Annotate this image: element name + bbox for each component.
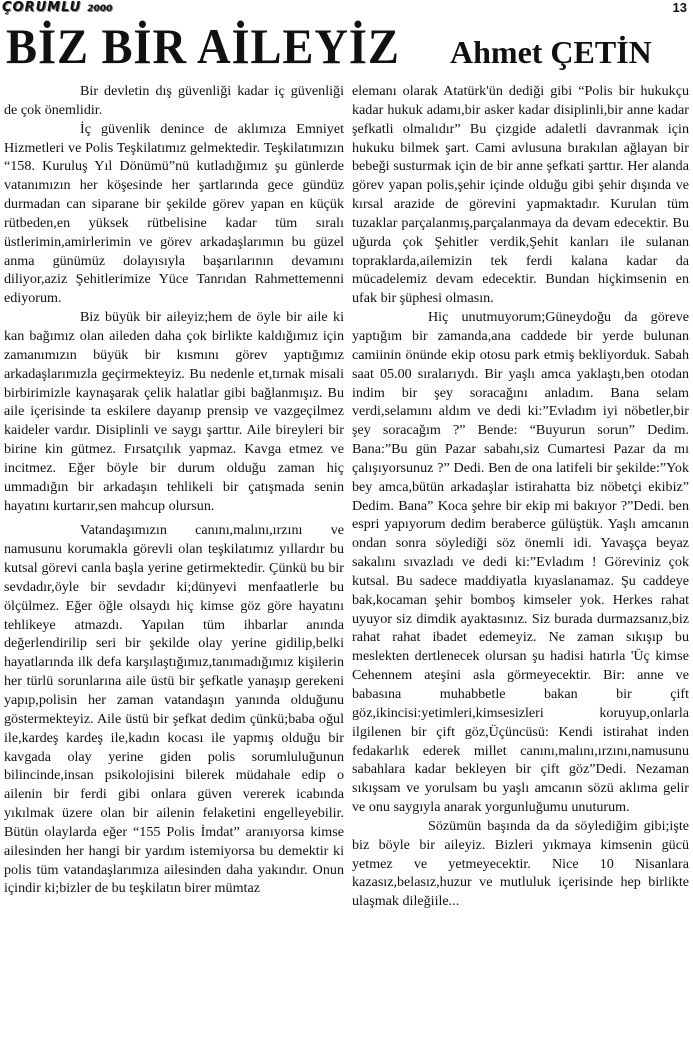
paragraph: Biz büyük bir aileyiz;hem de öyle bir aile ki kan bağımız olan aileden daha çok birlikte kaldığımız için zamanımızın büyük bir kısmını görev yaptığımız arkadaşlarımızla geçirmekteyiz. Bu nedenle et,tırnak misali birbirimizle kaynaşarak çelik halatlar gibi bağlanmışız. Bu aile içerisinde ta eskilere dayanıp prensip ve vazgeçilmez kaideler vardır. Disiplinli ve saygı şarttır. Aile bireyleri bir birine kin gütmez. Fırsatçılık yapmaz. Kavga etmez ve incitmez. Eğer böyle bir durum olduğu zaman hiç ummadığın bir arkadaşın tehlikeli bir çatışmada senin hayatını kurtarır,sen mahcup olursun. [4, 309, 344, 514]
masthead-year: 2000 [87, 4, 113, 14]
left-column [4, 82, 344, 898]
article-title: BİZ BİR AİLEYİZ [6, 18, 400, 74]
masthead-title: ÇORUMLU [2, 0, 82, 15]
paragraph: Hiç unutmuyorum;Güneydoğu da göreve yaptığım bir zamanda,ana caddede bir yerde bulunan camiinin önünde ekip otosu park etmiş bekliyorduk. Sabah saat 05.00 sıralarıydı. Bir yaşlı amca yaklaştı,ben otodan indim bir şey soracağını anladım. Bana selam verdi,selamını aldım ve dedi ki:”Evladım iyi nöbetler,bir şey soracağım ?” Bende: “Buyurun sorun” Dedim. Bana:”Bu gün Pazar sabahı,siz Cumartesi Pazar da mı çalışıyorsunuz ?” Dedi. Ben de ona latifeli bir şekilde:”Yok bey amca,bütün arkadaşlar istirahatta biz nöbetçi ekibiz” Dedim. Bana” Koca şehre bir ekip mi bakıyor ?”Dedi. ben espri yapıyorum dedim beraberce gülüştük. Yaşlı amcanın ondan sonra söylediği söz önemli idi. Yavaşça beyaz sakalını sıvazladı ve dedi ki:”Evladım ! Göreviniz çok kutsal. Bu sadece maddiyatla kıyaslanamaz. Şu caddeye bak,kocaman şehir bomboş kimseler yok. Herkes rahat uyuyor siz dimdik ayaktasınız. Siz burada durmazsanız,biz rahat rahat ibadet edemeyiz. Ne zaman sıkışıp bu meslekten dertlenecek olursan şu hadisi hatırla 'Üç kimse Cehennem ateşini asla görmeyecektir. Bir: anne ve babasına muhabbetle bakan bir çift göz,ikincisi:yetimleri,kimsesizleri koruyup,onlarla ilgilenen bir çift göz,Üçüncüsü: Kendi istirahat inden fedakarlık ederek millet canını,malını,ırzını,namusunu sabahlara kadar bekleyen bir çift göz”Dedi. Nezaman sıkışsam ve yorulsam bu yaşlı amcanın sözü aklıma gelir ve onu saygıyla anarak yorgunluğumu unuturum. [352, 309, 689, 816]
masthead [2, 0, 112, 15]
paragraph: Bir devletin dış güvenliği kadar iç güvenliği de çok önemlidir. [4, 83, 344, 118]
page-number: 13 [672, 0, 687, 15]
paragraph: İç güvenlik denince de aklımıza Emniyet Hizmetleri ve Polis Teşkilatımız gelmektedir. Teşkilatımızın “158. Kuruluş Yıl Dönümü”nü kutladığımız şu günlerde vatanımızın her köşesinde her şartlarında gece gündüz durmadan can siparane bir şekilde görev yapan en küçük rütbeden,en yüksek rütbelisine kadar tüm sıralı üstlerimin,amirlerimin ve görev arkadaşlarımın bu güzel anma günümüz dolayısıyla başarılarının devamını diliyor,aziz Şehitlerimize Yüce Tanrıdan Rahmettemenni ediyorum. [4, 120, 344, 307]
paragraph: Sözümün başında da da söylediğim gibi;işte biz böyle bir aileyiz. Bizleri yıkmaya kimsenin gücü yetmez ve yetmeyecektir. Nice 10 Nisanlara kazasız,belasız,huzur ve mutluluk içerisinde hep birlikte ulaşmak dileğiile... [352, 817, 689, 910]
paragraph: Vatandaşımızın canını,malını,ırzını ve namusunu korumakla görevli olan teşkilatımız yıllardır bu kutsal görevi canla başla yerine getirmektedir. Çünkü bu bir sevdadır,öyle bir sevdadır ki;dünyevi menfaatlerle bu ölçülmez. Eğer öğle olsaydı hiç kimse göz göre hayatını tehlikeye atmazdı. Yapılan tüm ihbarlar anında değerlendirilip seri bir şekilde olay yerine gidilip,belki hayatlarında ilk defa karşılaştığımız,tanımadığımız kişilerin her türlü sorunlarına aile üstü bir şefkatle yanaşıp gerekeni yapıp,polisin her zaman vatandaşın yanında olduğunu göstermekteyiz. Aile üstü bir şefkat dedim çünkü;baba oğul ile,kardeş kardeş ile,kadın kocası ile yapmış olduğu bir kavgada olay yerine giden polis sorumluluğunun bilincinde,insan psikolojisini bilerek müdahale edip o ailenin bir ferdi gibi onlara güven vererek icabında yıkılmak üzere olan bir ailenin felaketini engelleyebilir. Bütün olaylarda eğer “155 Polis İmdat” aranıyorsa kimse ailesinden her hangi bir yardım istemiyorsa bu demektir ki polis tüm vatandaşlarımıza ailesinden daha yakındır. Onun içindir ki;bizler de bu teşkilatın birer mümtaz [4, 522, 344, 897]
right-column [352, 82, 689, 911]
page-header [0, 0, 693, 18]
article-header [0, 20, 693, 76]
paragraph: elemanı olarak Atatürk'ün dediği gibi “Polis bir hukukçu kadar hukuk adamı,bir asker kadar disiplinli,bir anne kadar şefkatli olmalıdır” Bu çizgide adaletli davranmak için hukuku bilmek şart. Cami avlusuna bırakılan ağlayan bir bebeği susturmak için de bir anne şefkati şarttır. Her alanda görev yapan polis,şehir içinde olduğu gibi şehir dışında ve kırsal arazide de görevini yapmaktadır. Kurulan tüm tuzaklar parçalanmış,parçalanmaya da devam edecektir. Bu uğurda çok Şehitler verdik,Şehit kanları ile sulanan topraklarda,ailemizin tek ferdi kalana kadar da mücadelemiz devam edecektir. Bundan hiçkimsenin en ufak bir şüphesi olmasın. [352, 83, 689, 307]
article-author: Ahmet ÇETİN [450, 34, 652, 70]
